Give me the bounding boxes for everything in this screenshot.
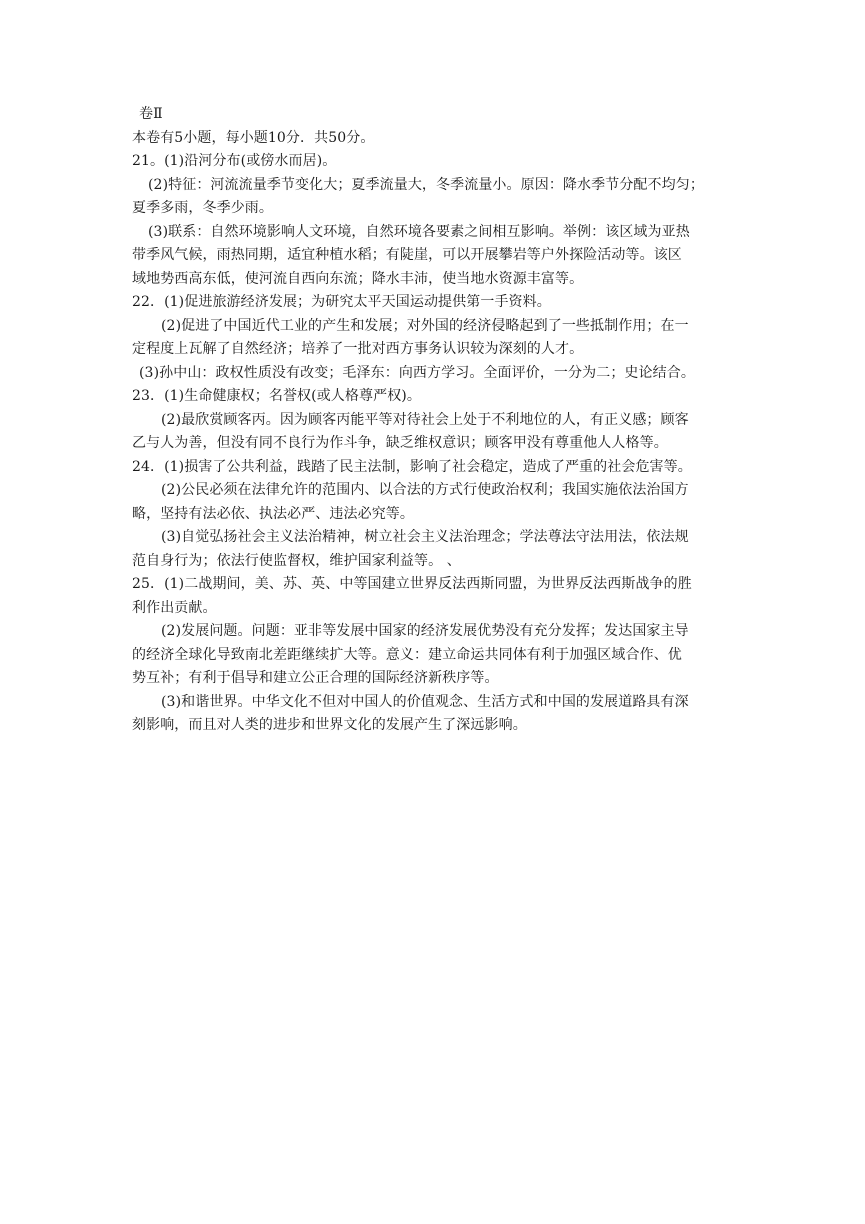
answer-line: (2)特征：河流流量季节变化大；夏季流量大，冬季流量小。原因：降水季节分配不均匀； <box>148 176 704 193</box>
answer-line: 25．(1)二战期间，美、苏、英、中等国建立世界反法西斯同盟，为世界反法西斯战争的胜 <box>132 576 692 592</box>
answer-line: 夏季多雨，冬季少雨。 <box>132 200 273 216</box>
answer-line: 势互补；有利于倡导和建立公正合理的国际经济新秩序等。 <box>132 670 499 686</box>
answer-text-block <box>132 103 742 738</box>
answer-line: (2)公民必须在法律允许的范围内、以合法的方式行使政治权利；我国实施依法治国方 <box>161 482 689 498</box>
answer-line: (2)最欣赏顾客丙。因为顾客丙能平等对待社会上处于不利地位的人，有正义感；顾客 <box>161 411 689 428</box>
answer-line: 范自身行为；依法行使监督权，维护国家利益等。 、 <box>132 552 461 569</box>
answer-line: 本卷有5小题，每小题10分．共50分。 <box>132 129 375 146</box>
answer-line: 略，坚持有法必依、执法必严、违法必究等。 <box>132 505 414 522</box>
answer-line: 域地势西高东低，使河流自西向东流；降水丰沛，使当地水资源丰富等。 <box>132 270 584 287</box>
section-title: 卷Ⅱ <box>139 106 163 122</box>
answer-line: (2)发展问题。问题：亚非等发展中国家的经济发展优势没有充分发挥；发达国家主导 <box>161 623 689 639</box>
answer-line: (3)和谐世界。中华文化不但对中国人的价值观念、生活方式和中国的发展道路具有深 <box>161 693 689 710</box>
answer-line: 带季风气候，雨热同期，适宜种植水稻；有陡崖，可以开展攀岩等户外探险活动等。该区 <box>132 247 682 263</box>
answer-line: 定程度上瓦解了自然经济；培养了一批对西方事务认识较为深刻的人才。 <box>132 341 584 357</box>
answer-line: 乙与人为善，但没有同不良行为作斗争，缺乏维权意识；顾客甲没有尊重他人人格等。 <box>132 435 668 451</box>
answer-line: 24．(1)损害了公共利益，践踏了民主法制，影响了社会稳定，造成了严重的社会危害等。 <box>132 458 692 475</box>
answer-line: (3)孙中山：政权性质没有改变；毛泽东：向西方学习。全面评价，一分为二；史论结合。 <box>139 364 695 381</box>
answer-line: 刻影响，而且对人类的进步和世界文化的发展产生了深远影响。 <box>132 717 527 733</box>
answer-line: 21。(1)沿河分布(或傍水而居)。 <box>132 153 337 169</box>
answer-line: (3)联系：自然环境影响人文环境，自然环境各要素之间相互影响。举例：该区域为亚热 <box>148 223 690 240</box>
answer-line: 的经济全球化导致南北差距继续扩大等。意义：建立命运共同体有利于加强区域合作、优 <box>132 646 682 663</box>
answer-line: 利作出贡献。 <box>132 599 217 616</box>
answer-line: (2)促进了中国近代工业的产生和发展；对外国的经济侵略起到了一些抵制作用；在一 <box>161 317 689 334</box>
answer-line: (3)自觉弘扬社会主义法治精神，树立社会主义法治理念；学法尊法守法用法，依法规 <box>161 529 689 545</box>
answer-line: 22．(1)促进旅游经济发展；为研究太平天国运动提供第一手资料。 <box>132 294 551 310</box>
answer-line: 23．(1)生命健康权；名誉权(或人格尊严权)。 <box>132 388 421 404</box>
